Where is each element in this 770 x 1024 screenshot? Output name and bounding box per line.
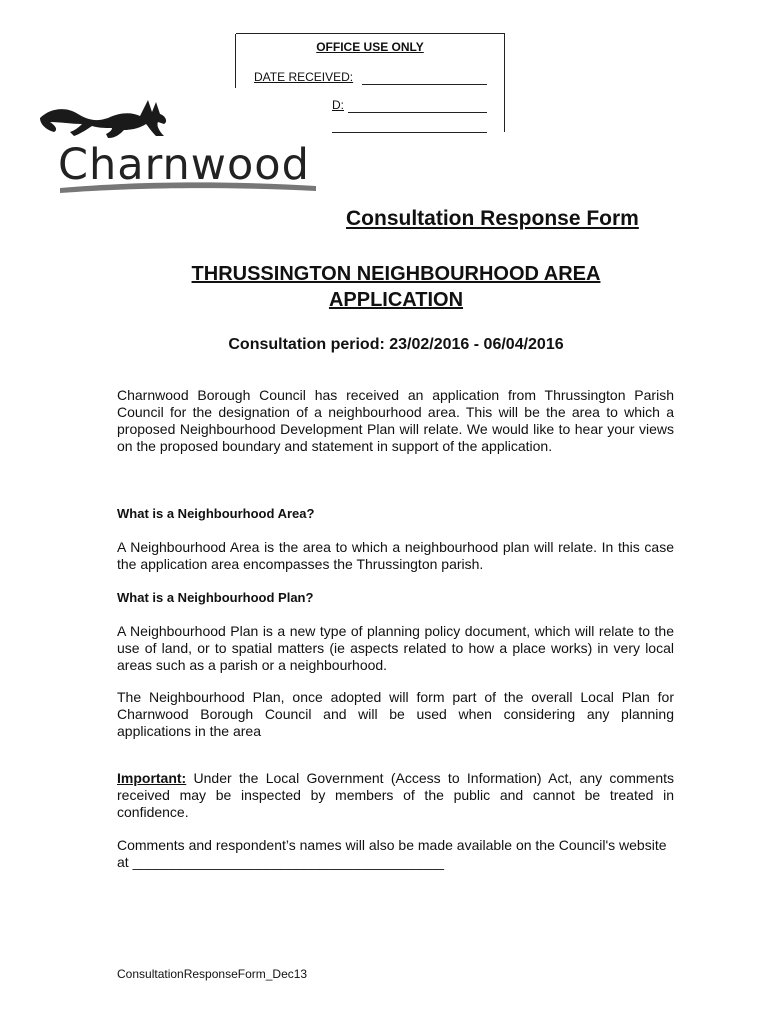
neighbourhood-area-heading: What is a Neighbourhood Area?	[117, 506, 315, 521]
date-received-line	[362, 84, 487, 85]
important-text: Under the Local Government (Access to Information) Act, any comments received may be inspected by members of the public and cannot be treated in confidence.	[117, 770, 674, 820]
local-plan-text: The Neighbourhood Plan, once adopted will form part of the overall Local Plan for Charnwood Borough Council and will be used when considering any planning applications in the area	[117, 689, 674, 739]
logo-text: Charnwood	[58, 140, 310, 190]
neighbourhood-area-text: A Neighbourhood Area is the area to which a neighbourhood plan will relate. In this case the application area encompasses the Thrussington parish.	[117, 539, 674, 572]
neighbourhood-plan-text: A Neighbourhood Plan is a new type of planning policy document, which will relate to the use of land, or to spatial matters (ie aspects related to how a place works) in very local areas such as a parish or a neighbourhood.	[117, 623, 674, 673]
blank-line	[332, 132, 487, 133]
date-received-label: DATE RECEIVED:	[254, 70, 354, 84]
main-title	[0, 261, 770, 313]
reference-line	[348, 112, 487, 113]
document-footer: ConsultationResponseForm_Dec13	[117, 967, 308, 981]
intro-paragraph: Charnwood Borough Council has received an application from Thrussington Parish Council for the designation of a neighbourhood area. This will be the area to which a proposed Neighbourhood Development Plan will relate. We would like to hear your views on the proposed boundary and statement in support of the application.	[117, 387, 674, 454]
important-label: Important:	[117, 770, 187, 786]
consultation-period: Consultation period: 23/02/2016 - 06/04/2016	[228, 336, 564, 353]
main-title-line-2: APPLICATION	[328, 289, 464, 311]
reference-label: D:	[332, 98, 344, 112]
important-notice	[117, 770, 674, 821]
form-title: Consultation Response Form	[346, 207, 639, 230]
office-use-title: OFFICE USE ONLY	[316, 40, 424, 54]
neighbourhood-plan-heading: What is a Neighbourhood Plan?	[117, 590, 314, 605]
main-title-line-1: THRUSSINGTON NEIGHBOURHOOD AREA	[191, 263, 601, 285]
comments-notice: Comments and respondent’s names will also be made available on the Council's website at ________________________________________	[117, 837, 667, 870]
